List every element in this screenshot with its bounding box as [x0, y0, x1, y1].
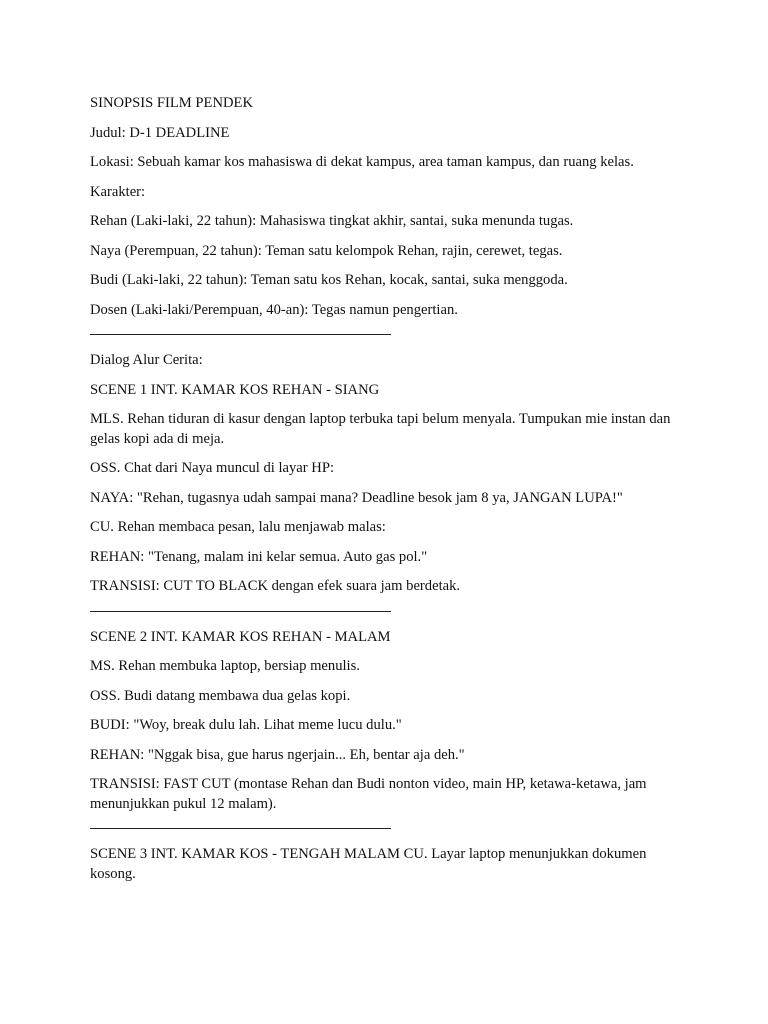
scene2-line: BUDI: "Woy, break dulu lah. Lihat meme lucu dulu." [90, 717, 402, 733]
scene2-heading: SCENE 2 INT. KAMAR KOS REHAN - MALAM [90, 628, 391, 645]
scene1-line: TRANSISI: CUT TO BLACK dengan efek suara jam berdetak. [90, 578, 461, 594]
dialog-heading: Dialog Alur Cerita: [90, 352, 203, 368]
scene2-line: TRANSISI: FAST CUT (montase Rehan dan Budi nonton video, main HP, ketawa-ketawa, jam menunjukkan pukul 12 malam). [90, 776, 647, 812]
scene3-heading: SCENE 3 INT. KAMAR KOS - TENGAH MALAM CU. Layar laptop menunjukkan dokumen kosong. [90, 846, 647, 882]
scene2-line: OSS. Budi datang membawa dua gelas kopi. [90, 687, 351, 704]
character-budi: Budi (Laki-laki, 22 tahun): Teman satu kos Rehan, kocak, santai, suka menggoda. [90, 272, 568, 288]
character-naya: Naya (Perempuan, 22 tahun): Teman satu kelompok Rehan, rajin, cerewet, tegas. [90, 242, 563, 259]
characters-heading: Karakter: [90, 183, 146, 200]
scene1-line: REHAN: "Tenang, malam ini kelar semua. Auto gas pol." [90, 548, 428, 565]
document-title: SINOPSIS FILM PENDEK [90, 95, 253, 111]
scene1-line: MLS. Rehan tiduran di kasur dengan laptop terbuka tapi belum menyala. Tumpukan mie instan dan gelas kopi ada di meja. [90, 411, 671, 447]
scene1-heading: SCENE 1 INT. KAMAR KOS REHAN - SIANG [90, 381, 380, 398]
character-dosen: Dosen (Laki-laki/Perempuan, 40-an): Tegas namun pengertian. [90, 301, 458, 318]
scene1-line: OSS. Chat dari Naya muncul di layar HP: [90, 460, 335, 476]
location-line: Lokasi: Sebuah kamar kos mahasiswa di dekat kampus, area taman kampus, dan ruang kelas. [90, 154, 634, 170]
scene2-line: REHAN: "Nggak bisa, gue harus ngerjain... Eh, bentar aja deh." [90, 746, 465, 763]
scene1-line: NAYA: "Rehan, tugasnya udah sampai mana? Deadline besok jam 8 ya, JANGAN LUPA!" [90, 489, 623, 506]
section-divider [90, 828, 391, 829]
document-body [90, 94, 680, 894]
scene2-line: MS. Rehan membuka laptop, bersiap menulis. [90, 658, 360, 674]
scene1-line: CU. Rehan membaca pesan, lalu menjawab malas: [90, 519, 386, 535]
character-rehan: Rehan (Laki-laki, 22 tahun): Mahasiswa tingkat akhir, santai, suka menunda tugas. [90, 213, 574, 229]
film-title: Judul: D-1 DEADLINE [90, 124, 230, 141]
section-divider [90, 334, 391, 335]
section-divider [90, 611, 391, 612]
